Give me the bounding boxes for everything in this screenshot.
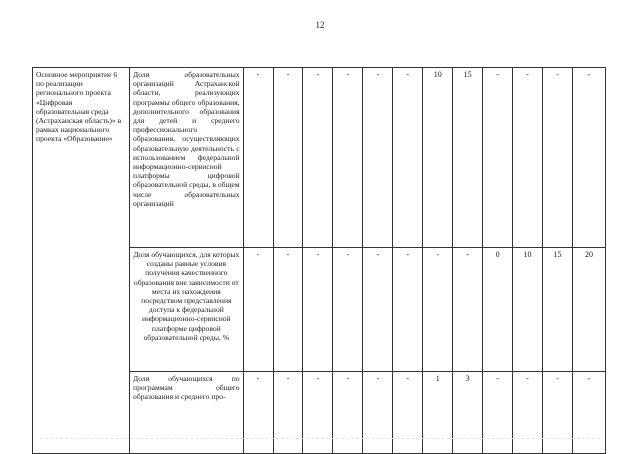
value-cell: - bbox=[363, 68, 393, 248]
value-cell: - bbox=[393, 68, 423, 248]
value-cell: - bbox=[303, 68, 333, 248]
value-cell: - bbox=[542, 372, 572, 454]
value-cell: 1 bbox=[423, 372, 453, 454]
program-table bbox=[32, 67, 606, 454]
main-event-cell: Основное мероприятие 6 по реализации регионального проекта «Цифровая образовательная среда (Астраханская область)» в рамках национального проекта «Образование» bbox=[33, 68, 130, 454]
table-row bbox=[33, 68, 606, 248]
value-cell: - bbox=[243, 372, 273, 454]
value-cell: - bbox=[513, 372, 543, 454]
value-cell: - bbox=[273, 372, 303, 454]
value-cell: - bbox=[393, 372, 423, 454]
value-cell: - bbox=[273, 248, 303, 372]
value-cell: - bbox=[572, 372, 605, 454]
value-cell: - bbox=[333, 68, 363, 248]
value-cell: - bbox=[363, 248, 393, 372]
value-cell: - bbox=[243, 248, 273, 372]
value-cell: 10 bbox=[513, 248, 543, 372]
value-cell: - bbox=[513, 68, 543, 248]
value-cell: 10 bbox=[423, 68, 453, 248]
value-cell: 20 bbox=[572, 248, 605, 372]
value-cell: - bbox=[483, 372, 513, 454]
value-cell: - bbox=[243, 68, 273, 248]
value-cell: - bbox=[273, 68, 303, 248]
value-cell: - bbox=[303, 248, 333, 372]
page-number: 12 bbox=[315, 20, 325, 30]
value-cell: - bbox=[542, 68, 572, 248]
value-cell: - bbox=[303, 372, 333, 454]
indicator-cell: Доля обучающихся по программам общего образования и среднего про- bbox=[130, 372, 244, 454]
value-cell: - bbox=[423, 248, 453, 372]
value-cell: - bbox=[572, 68, 605, 248]
value-cell: - bbox=[393, 248, 423, 372]
scan-edge-marks bbox=[40, 438, 600, 447]
value-cell: - bbox=[453, 248, 483, 372]
value-cell: 3 bbox=[453, 372, 483, 454]
value-cell: 15 bbox=[453, 68, 483, 248]
indicator-cell: Доля образовательных организаций Астраханской области, реализующих программы общего образования, дополнительного образования для детей и среднего профессионального образования, осуществляющих образовательную деятельность с использованием федеральной информационно-сервисной платформы цифровой образовательной среды, в общем числе образовательных организаций bbox=[130, 68, 244, 248]
value-cell: - bbox=[333, 248, 363, 372]
indicator-cell: Доля обучающихся, для которых созданы равные условия получения качественного образования вне зависимости от места их нахождения посредством представления доступа к федеральной информационно-сервисной платформе цифровой образовательной среды, % bbox=[130, 248, 244, 372]
value-cell: - bbox=[483, 68, 513, 248]
value-cell: 15 bbox=[542, 248, 572, 372]
value-cell: - bbox=[363, 372, 393, 454]
value-cell: - bbox=[333, 372, 363, 454]
value-cell: 0 bbox=[483, 248, 513, 372]
